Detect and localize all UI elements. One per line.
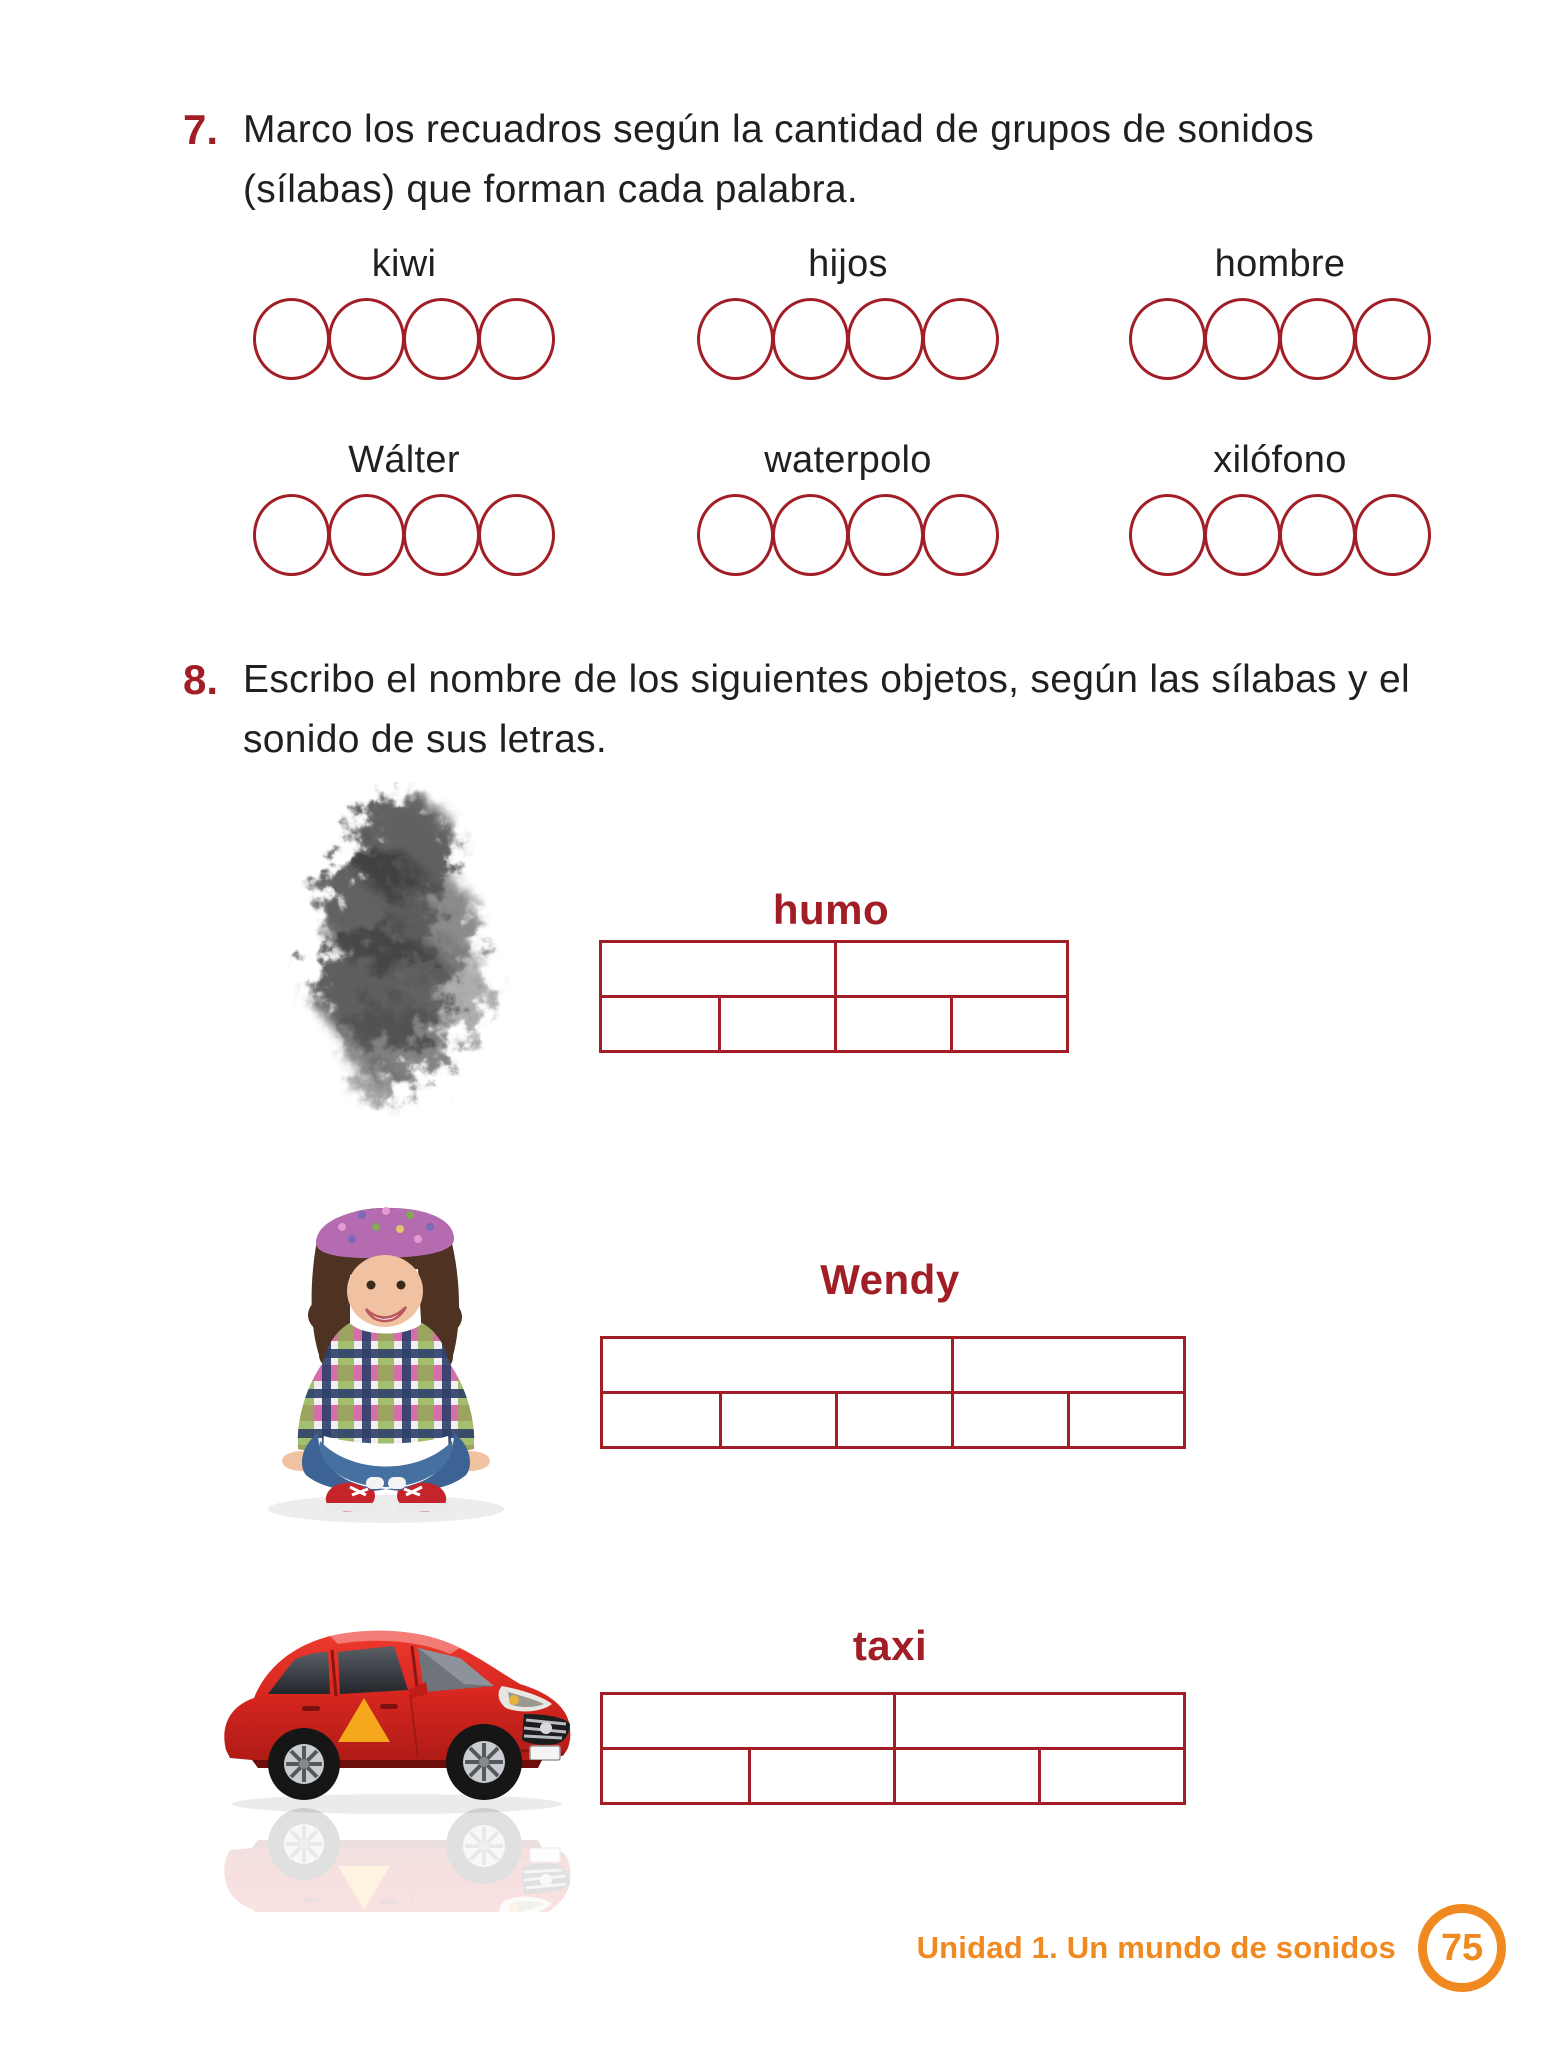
syllable-row xyxy=(603,1695,1183,1750)
smoke-image xyxy=(283,782,515,1116)
letter-cell[interactable] xyxy=(950,998,1066,1050)
syllable-circle[interactable] xyxy=(478,494,555,576)
syllable-cell[interactable] xyxy=(603,1695,893,1747)
exercise7-number: 7. xyxy=(183,106,219,153)
syllable-table-humo xyxy=(599,940,1069,1053)
syllable-circle[interactable] xyxy=(403,494,480,576)
exercise8-instruction xyxy=(243,650,1523,770)
word-label: waterpolo xyxy=(764,439,932,481)
syllable-circle[interactable] xyxy=(697,494,774,576)
syllable-circles xyxy=(251,298,557,380)
syllable-circle[interactable] xyxy=(922,494,999,576)
letter-row xyxy=(603,1394,1183,1446)
letter-row xyxy=(603,1750,1183,1802)
syllable-circle[interactable] xyxy=(1129,494,1206,576)
letter-row xyxy=(602,998,1066,1050)
syllable-cell[interactable] xyxy=(834,943,1066,995)
syllable-circles xyxy=(1127,494,1433,576)
exercise7-instruction-line1: Marco los recuadros según la cantidad de grupos de sonidos xyxy=(243,108,1315,151)
syllable-circle[interactable] xyxy=(478,298,555,380)
syllable-row xyxy=(602,943,1066,998)
letter-cell[interactable] xyxy=(718,998,834,1050)
letter-cell[interactable] xyxy=(1067,1394,1183,1446)
syllable-circle[interactable] xyxy=(847,298,924,380)
word-label: hombre xyxy=(1214,243,1346,285)
exercise8-instruction-line2: sonido de sus letras. xyxy=(243,718,608,761)
syllable-table-wendy xyxy=(600,1336,1186,1449)
syllable-circle[interactable] xyxy=(253,298,330,380)
word-group-hijos xyxy=(695,243,1001,380)
syllable-circle[interactable] xyxy=(328,494,405,576)
footer-unit-label: Unidad 1. Un mundo de sonidos xyxy=(916,1930,1396,1965)
exercise8-number: 8. xyxy=(183,656,219,703)
exercise8-instruction-line1: Escribo el nombre de los siguientes objetos, según las sílabas y el xyxy=(243,658,1410,701)
syllable-circle[interactable] xyxy=(328,298,405,380)
letter-cell[interactable] xyxy=(719,1394,835,1446)
syllable-circle[interactable] xyxy=(403,298,480,380)
syllable-circle[interactable] xyxy=(922,298,999,380)
page-number: 75 xyxy=(1440,1926,1484,1969)
letter-cell[interactable] xyxy=(835,1394,951,1446)
word-group-waterpolo xyxy=(695,439,1001,576)
word-group-kiwi xyxy=(251,243,557,380)
syllable-cell[interactable] xyxy=(602,943,834,995)
item-word-label: humo xyxy=(772,886,890,933)
syllable-circle[interactable] xyxy=(1204,298,1281,380)
syllable-circle[interactable] xyxy=(772,494,849,576)
letter-cell[interactable] xyxy=(748,1750,893,1802)
syllable-cell[interactable] xyxy=(603,1339,951,1391)
letter-cell[interactable] xyxy=(834,998,950,1050)
syllable-circles xyxy=(695,298,1001,380)
item-word-label: taxi xyxy=(852,1622,928,1669)
syllable-circle[interactable] xyxy=(847,494,924,576)
syllable-circles xyxy=(251,494,557,576)
word-group-xilofono xyxy=(1127,439,1433,576)
syllable-circle[interactable] xyxy=(772,298,849,380)
syllable-circle[interactable] xyxy=(1204,494,1281,576)
syllable-circle[interactable] xyxy=(1129,298,1206,380)
syllable-row xyxy=(603,1339,1183,1394)
letter-cell[interactable] xyxy=(951,1394,1067,1446)
syllable-circle[interactable] xyxy=(1354,494,1431,576)
exercise7-instruction-line2: (sílabas) que forman cada palabra. xyxy=(243,168,859,211)
syllable-circle[interactable] xyxy=(1354,298,1431,380)
item-word-label: Wendy xyxy=(820,1256,960,1303)
syllable-circle[interactable] xyxy=(1279,298,1356,380)
syllable-circles xyxy=(1127,298,1433,380)
letter-cell[interactable] xyxy=(893,1750,1038,1802)
syllable-cell[interactable] xyxy=(893,1695,1183,1747)
exercise7-instruction xyxy=(243,100,1403,220)
letter-cell[interactable] xyxy=(602,998,718,1050)
girl-image xyxy=(258,1165,514,1533)
word-label: Wálter xyxy=(348,439,460,481)
car-image xyxy=(212,1602,582,1912)
syllable-cell[interactable] xyxy=(951,1339,1183,1391)
letter-cell[interactable] xyxy=(603,1750,748,1802)
word-label: kiwi xyxy=(371,243,437,285)
word-label: xilófono xyxy=(1213,439,1347,481)
word-group-walter xyxy=(251,439,557,576)
syllable-circle[interactable] xyxy=(1279,494,1356,576)
letter-cell[interactable] xyxy=(1038,1750,1183,1802)
word-label: hijos xyxy=(808,243,888,285)
syllable-circle[interactable] xyxy=(697,298,774,380)
syllable-table-taxi xyxy=(600,1692,1186,1805)
syllable-circles xyxy=(695,494,1001,576)
letter-cell[interactable] xyxy=(603,1394,719,1446)
word-group-hombre xyxy=(1127,243,1433,380)
syllable-circle[interactable] xyxy=(253,494,330,576)
page-number-badge xyxy=(1418,1904,1506,1992)
